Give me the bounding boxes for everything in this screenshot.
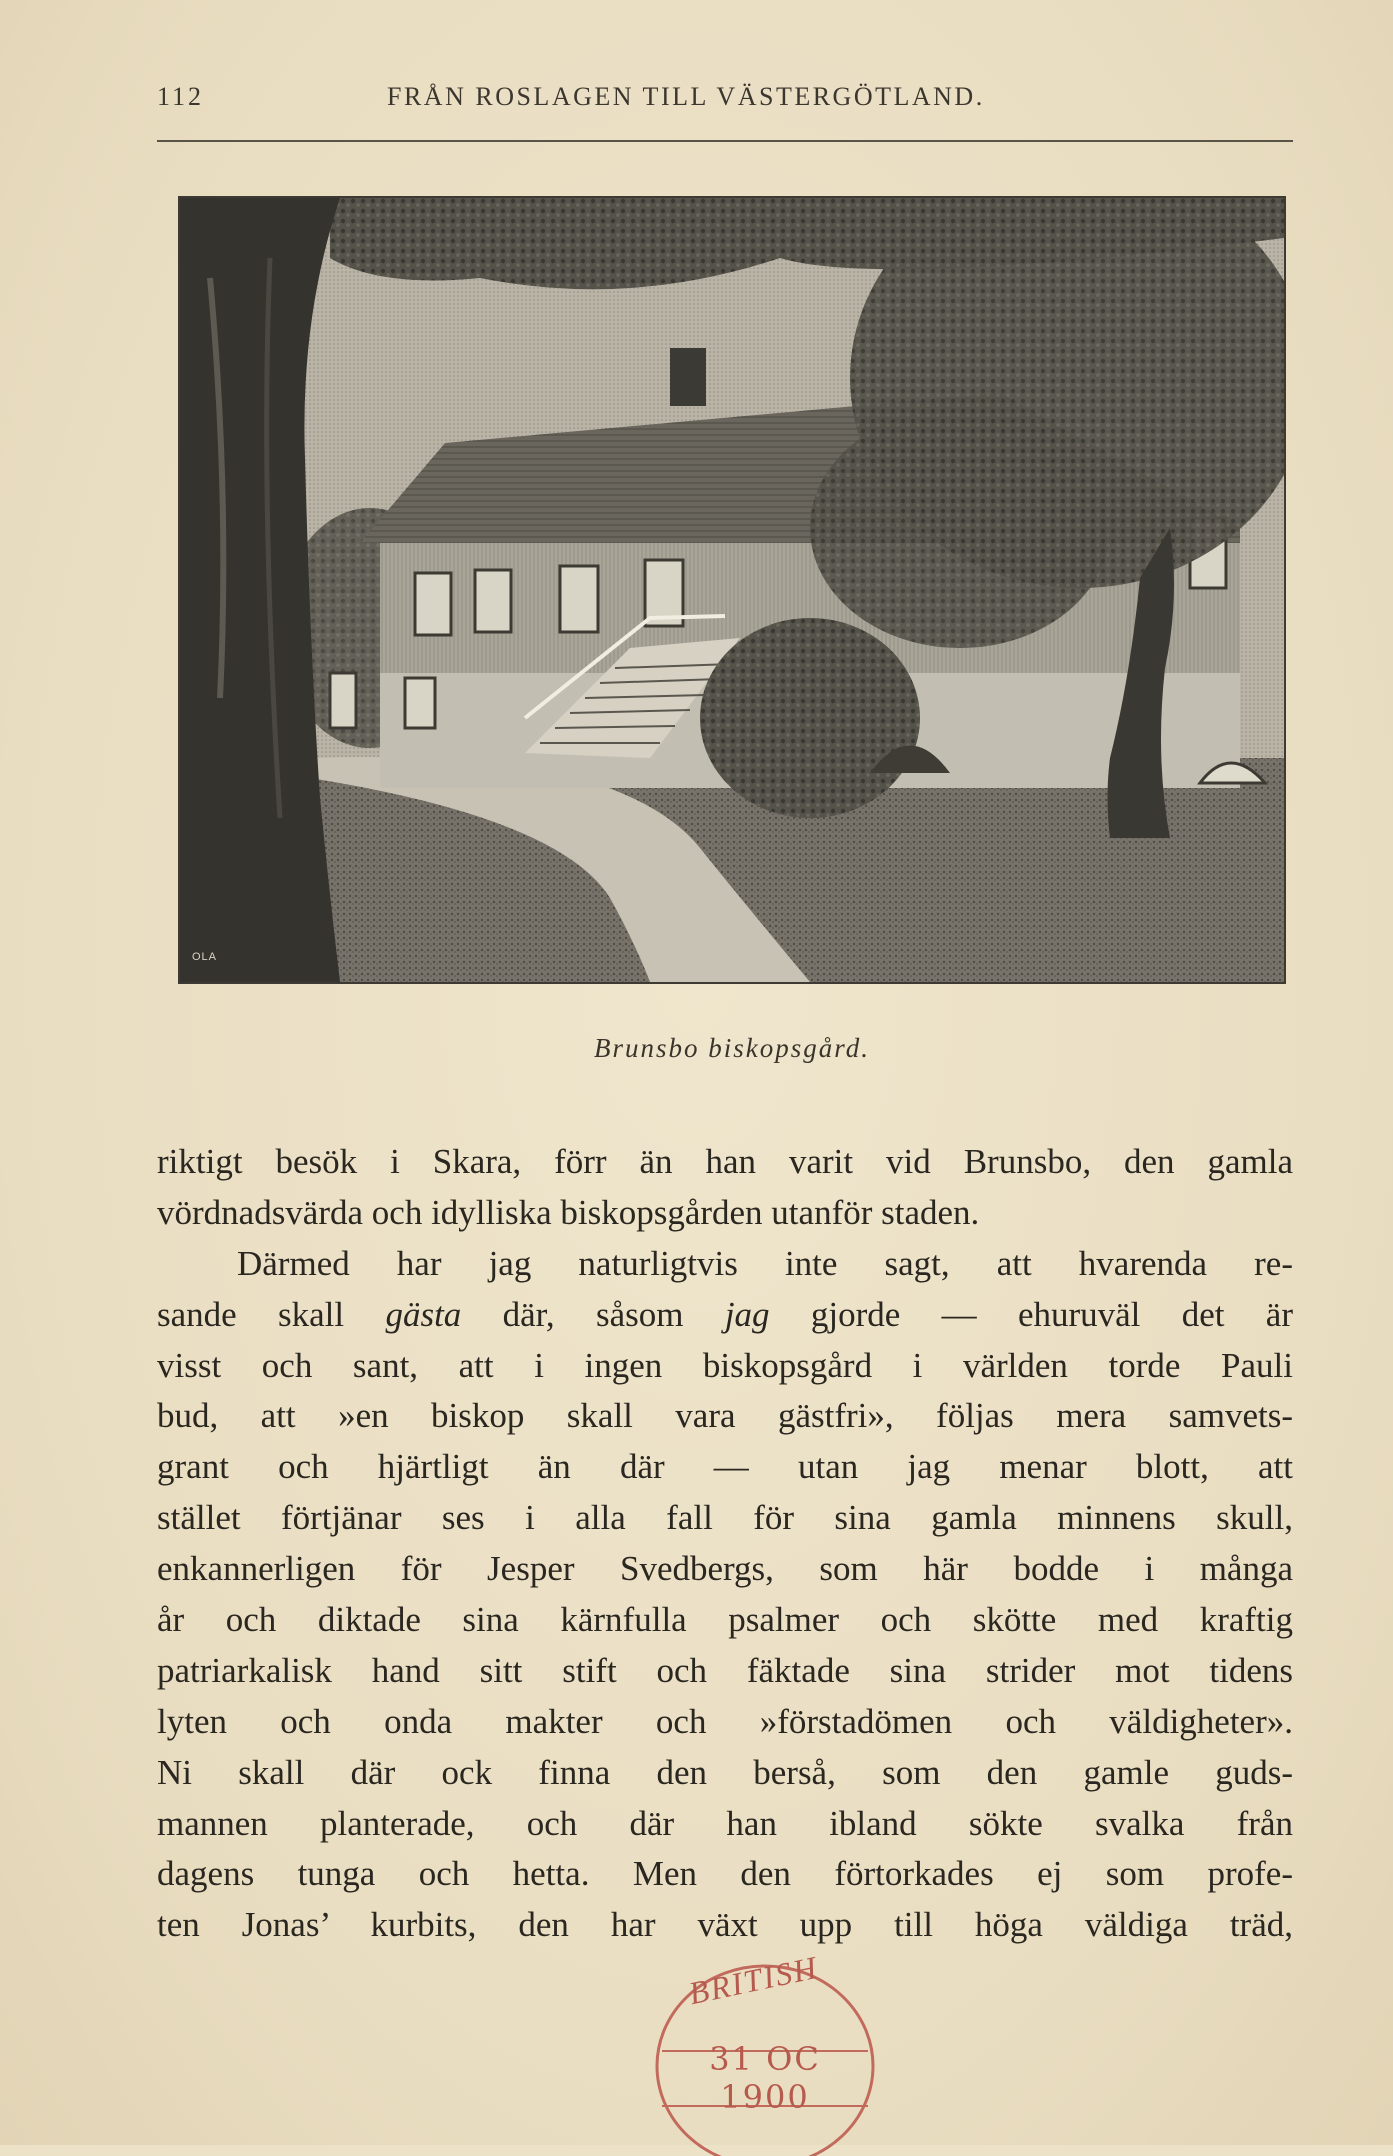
text-line: [157, 1748, 1293, 1799]
text-line: [157, 1595, 1293, 1646]
text-segment: år och diktade sina kärnfulla psalmer och skötte med kraftig: [157, 1600, 1293, 1640]
italic-text: jag: [724, 1294, 770, 1334]
text-line: [157, 1188, 1293, 1239]
engraver-mark: OLA: [192, 951, 218, 963]
text-segment: där, såsom: [461, 1294, 725, 1334]
text-segment: sande skall: [157, 1294, 386, 1334]
text-line: [157, 1442, 1293, 1493]
header-rule: [157, 140, 1293, 142]
text-segment: Ni skall där ock finna den berså, som den gamle guds-: [157, 1752, 1293, 1792]
text-line: [157, 1646, 1293, 1697]
text-segment: bud, att »en biskop skall vara gästfri», följas mera samvets-: [157, 1396, 1293, 1436]
italic-text: gästa: [385, 1294, 462, 1334]
manor-house-illustration: [180, 198, 1284, 982]
text-line: [157, 1544, 1293, 1595]
text-line: [157, 1900, 1293, 1951]
text-segment: vördnadsvärda och idylliska biskopsgården utanför staden.: [157, 1192, 980, 1232]
text-segment: enkannerligen för Jesper Svedbergs, som här bodde i många: [157, 1549, 1293, 1589]
text-segment: riktigt besök i Skara, förr än han varit vid Brunsbo, den gamla: [157, 1142, 1293, 1181]
text-segment: dagens tunga och hetta. Men den förtorkades ej som profe-: [157, 1854, 1293, 1894]
text-segment: lyten och onda makter och »förstadömen och väldigheter».: [157, 1701, 1293, 1741]
stamp-top-text: BRITISH: [685, 1948, 822, 2012]
text-segment: visst och sant, att i ingen biskopsgård i världen torde Pauli: [157, 1345, 1293, 1385]
text-line: [157, 1849, 1293, 1900]
text-line: [157, 1493, 1293, 1544]
text-line: [157, 1239, 1293, 1290]
photo-plate: [178, 196, 1286, 984]
text-line: [157, 1697, 1293, 1748]
text-segment: grant och hjärtligt än där — utan jag menar blott, att: [157, 1447, 1293, 1487]
stamp-date: 31 OC 1900: [709, 2040, 821, 2116]
text-segment: stället förtjänar ses i alla fall för sina gamla minnens skull,: [157, 1498, 1293, 1538]
text-line: [157, 1799, 1293, 1850]
text-segment: gjorde — ehuruväl det är: [769, 1294, 1293, 1334]
text-segment: mannen planterade, och där han ibland sökte svalka från: [157, 1803, 1293, 1843]
text-line: [157, 1341, 1293, 1392]
body-text: [157, 1137, 1293, 1951]
running-head: [157, 82, 1293, 122]
text-line: [157, 1137, 1293, 1188]
text-line: [157, 1290, 1293, 1341]
text-line: [157, 1391, 1293, 1442]
text-segment: patriarkalisk hand sitt stift och fäktade sina strider mot tidens: [157, 1650, 1293, 1690]
text-segment: ten Jonas’ kurbits, den har växt upp till höga väldiga träd,: [157, 1905, 1293, 1945]
page-number: 112: [157, 82, 205, 111]
text-segment: Därmed har jag naturligtvis inte sagt, att hvarenda re-: [237, 1243, 1293, 1283]
running-title: FRÅN ROSLAGEN TILL VÄSTERGÖTLAND.: [387, 82, 985, 111]
figure-caption: Brunsbo biskopsgård.: [593, 1033, 870, 1063]
